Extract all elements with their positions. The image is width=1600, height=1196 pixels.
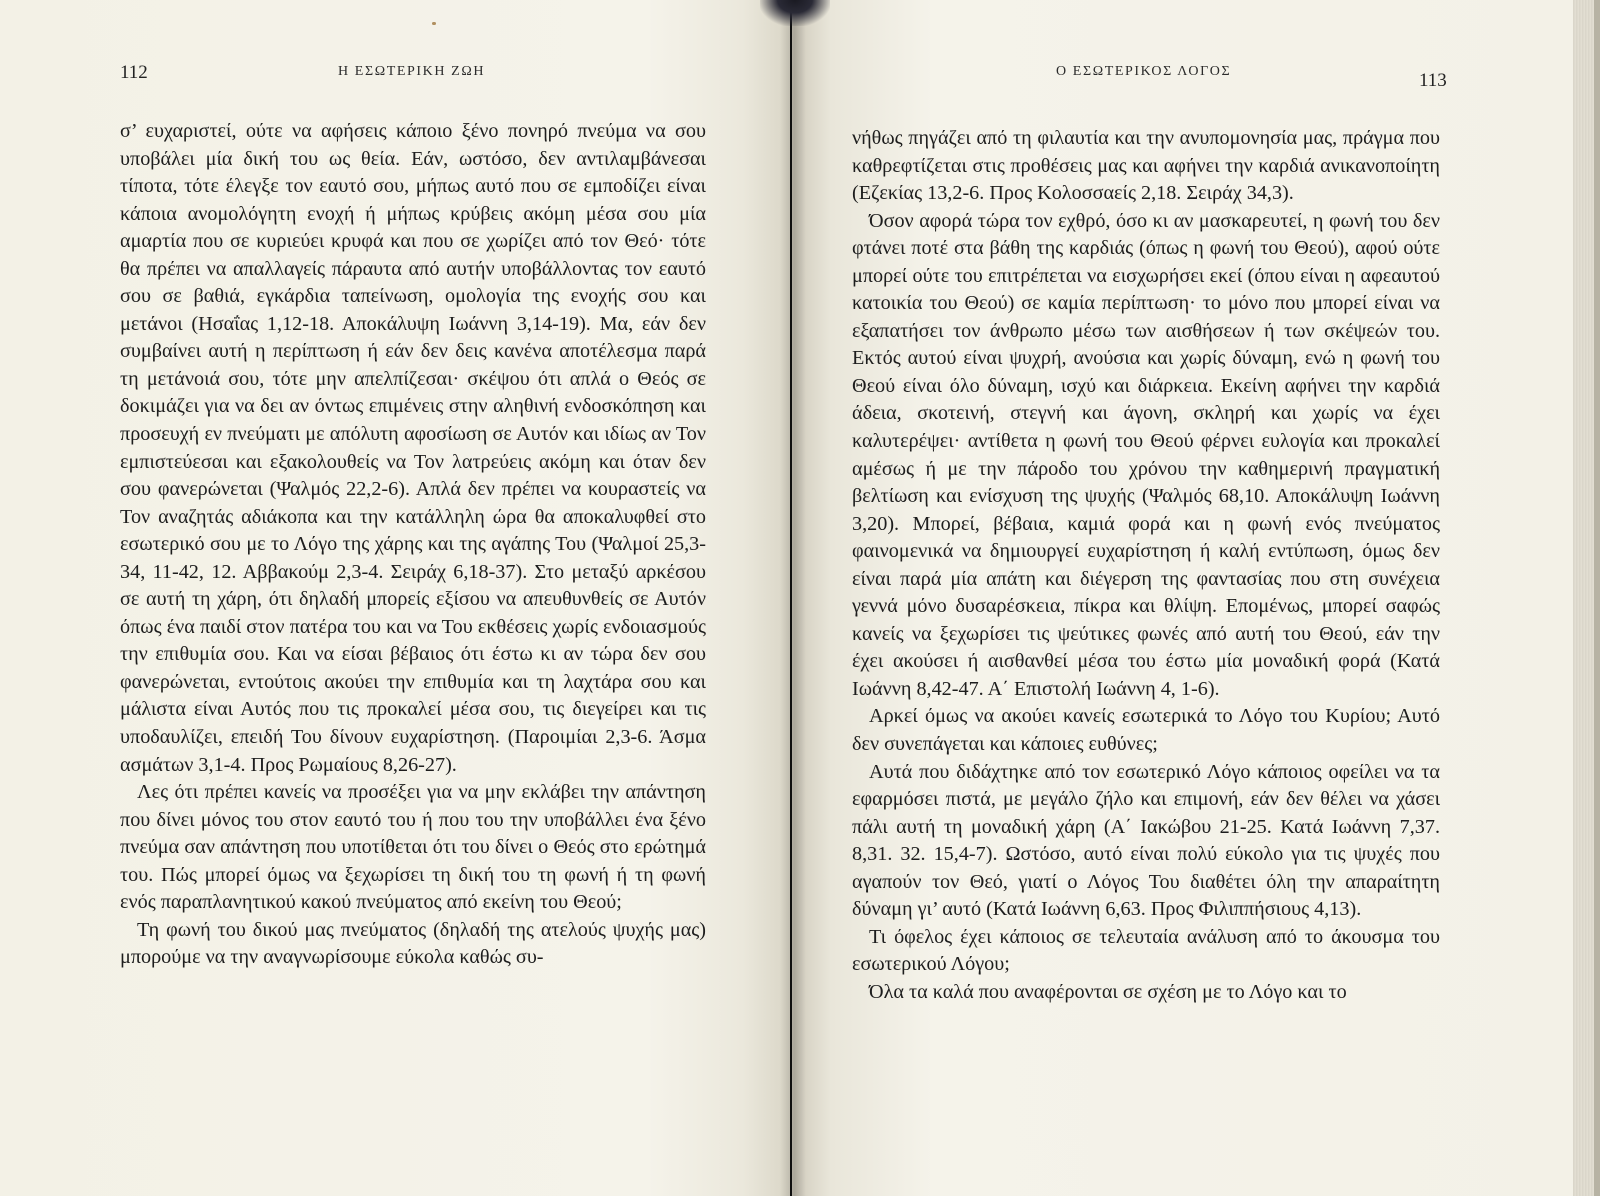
right-paragraph-4: Αυτά που διδάχτηκε από τον εσωτερικό Λόγο κάποιος οφείλει να τα εφαρμόσει πιστά, με μεγάλο ζήλο και επιμονή, εάν δεν θέλει να χάσει πάλι αυτή τη μοναδική χάρη (Α΄ Ιακώβου 21-25. Κατά Ιωάννη 7,37. 8,31. 32. 15,4-7). Ωστόσο, αυτό είναι πολύ εύκολο για τις ψυχές που αγαπούν τον Θεό, γιατί ο Λόγος Του διαθέτει όλη την απαραίτητη δύναμη γι’ αυτό (Κατά Ιωάννη 6,63. Προς Φιλιππήσιους 4,13). <box>852 760 1440 921</box>
right-paragraph-5: Τι όφελος έχει κάποιος σε τελευταία ανάλυση από το άκουσμα του εσωτερικού Λόγου; <box>852 925 1440 976</box>
right-page-number: 113 <box>1419 70 1447 91</box>
right-page <box>792 0 1573 1196</box>
spine-top-shadow <box>760 0 830 26</box>
ink-speck <box>432 22 436 25</box>
left-page <box>0 0 790 1196</box>
left-paragraph-1: σ’ ευχαριστεί, ούτε να αφήσεις κάποιο ξένο πονηρό πνεύμα να σου υποβάλει μία δική του ως θεία. Εάν, ωστόσο, δεν αντιλαμβάνεσαι τίποτα, τότε έλεγξε τον εαυτό σου, μήπως αυτό που σε εμποδίζει είναι κάποια ανομολόγητη ενοχή ή μήπως κρύβεις ακόμη μέσα σου μία αμαρτία που σε κυριεύει κρυφά και που σε χωρίζει από τον Θεό· τότε θα πρέπει να απαλλαγείς πάραυτα από αυτήν υποβάλλοντας τον εαυτό σου σε βαθιά, εγκάρδια ταπείνωση, ομολογία της ενοχής σου και μετάνοι (Ησαΐας 1,12-18. Αποκάλυψη Ιωάννη 3,14-19). Μα, εάν δεν συμβαίνει αυτή η περίπτωση ή εάν δεν δεις κανένα αποτέλεσμα παρά τη μετάνοιά σου, τότε μην απελπίζεσαι· σκέψου ότι απλά ο Θεός σε δοκιμάζει για να δει αν όντως επιμένεις στην αληθινή ενδοσκόπηση και προσευχή εν πνεύματι με απόλυτη αφοσίωση σε Αυτόν και ιδίως αν Τον εμπιστεύεσαι και εξακολουθείς να Τον λατρεύεις ακόμη και όταν δεν σου φανερώνεται (Ψαλμός 22,2-6). Απλά δεν πρέπει να κουραστείς να Τον αναζητάς αδιάκοπα και την κατάλληλη ώρα θα αποκαλυφθεί στο εσωτερικό σου με το Λόγο της χάρης και της αγάπης Του (Ψαλμοί 25,3-34, 11-42, 12. Αββακούμ 2,3-4. Σειράχ 6,18-37). Στο μεταξύ αρκέσου σε αυτή τη χάρη, ότι δηλαδή μπορείς εξίσου να απευθυνθείς σε Αυτόν όπως ένα παιδί στον πατέρα του και να Του εκθέσεις χωρίς ενδοιασμούς την επιθυμία σου. Και να είσαι βέβαιος ότι έστω κι αν τώρα δεν σου φανερώνεται, εντούτοις ακούει την επιθυμία και τη λαχτάρα σου και μάλιστα είναι Αυτός που τις προκαλεί μέσα σου, τις διεγείρει και τις υποδαυλίζει, επειδή Του δίνουν ευχαρίστηση. (Παροιμίαι 2,3-6. Άσμα ασμάτων 3,1-4. Προς Ρωμαίους 8,26-27). <box>120 120 706 776</box>
left-running-head: Η ΕΣΩΤΕΡΙΚΗ ΖΩΗ <box>338 64 486 79</box>
right-paragraph-6: Όλα τα καλά που αναφέρονται σε σχέση με το Λόγο και το <box>869 980 1347 1003</box>
right-body-text <box>852 125 1440 1007</box>
left-paragraph-3: Τη φωνή του δικού μας πνεύματος (δηλαδή της ατελούς ψυχής μας) μπορούμε να την αναγνωρίσουμε εύκολα καθώς συ- <box>120 918 706 969</box>
right-running-head: Ο ΕΣΩΤΕΡΙΚΟΣ ΛΟΓΟΣ <box>1056 64 1232 79</box>
left-paragraph-2: Λες ότι πρέπει κανείς να προσέξει για να μην εκλάβει την απάντηση που δίνει μόνος του στον εαυτό του ή που του την υποβάλλει ένα ξένο πνεύμα σαν απάντηση που υποτίθεται ότι του δίνει ο Θεός στο ερώτημά του. Πώς μπορεί όμως να ξεχωρίσει τη δική του τη φωνή ή τη φωνή ενός παραπλανητικού κακού πνεύματος από εκείνη του Θεού; <box>120 781 706 914</box>
left-page-number: 112 <box>120 62 148 83</box>
right-paragraph-2: Όσον αφορά τώρα τον εχθρό, όσο κι αν μασκαρευτεί, η φωνή του δεν φτάνει ποτέ στα βάθη της καρδιάς (όπως η φωνή του Θεού), αφού ούτε μπορεί ούτε του επιτρέπεται να εισχωρήσει εκεί (όπου είναι η αφεαυτού κατοικία του Θεού) σε καμία περίπτωση· το μόνο που μπορεί είναι να εξαπατήσει τον άνθρωπο μέσω των αισθήσεων ή των σκέψεών του. Εκτός αυτού είναι ψυχρή, ανούσια και χωρίς δύναμη, ενώ η φωνή του Θεού είναι όλο δύναμη, ισχύ και διάρκεια. Εκείνη αφήνει την καρδιά άδεια, σκοτεινή, στεγνή και άγονη, σκληρή και χωρίς να έχει καλυτερέψει· αντίθετα η φωνή του Θεού φέρνει ευλογία και προκαλεί αμέσως ή με την πάροδο του χρόνου την καθημερινή πραγματική βελτίωση και ενίσχυση της ψυχής (Ψαλμός 68,10. Αποκάλυψη Ιωάννη 3,20). Μπορεί, βέβαια, καμιά φορά και η φωνή ενός πνεύματος φαινομενικά να δημιουργεί ευχαρίστηση ή καλή εντύπωση, όμως δεν είναι παρά μία απάτη και διέγερση της φαντασίας που στη συνέχεια γεννά μόνο δυσαρέσκεια, πίκρα και θλίψη. Επομένως, μπορεί σαφώς κανείς να ξεχωρίσει τις ψεύτικες φωνές από αυτή του Θεού, εάν την έχει ακούσει ή αισθανθεί μέσα του έστω μία μοναδική φορά (Κατά Ιωάννη 8,42-47. Α΄ Επιστολή Ιωάννη 4, 1-6). <box>852 209 1440 700</box>
page-edges <box>1573 0 1600 1196</box>
left-body-text <box>120 118 706 972</box>
right-paragraph-3: Αρκεί όμως να ακούει κανείς εσωτερικά το Λόγο του Κυρίου; Αυτό δεν συνεπάγεται και κάποιες ευθύνες; <box>852 705 1440 756</box>
right-paragraph-1: νήθως πηγάζει από τη φιλαυτία και την ανυπομονησία μας, πράγμα που καθρεφτίζεται στις προθέσεις μας και αφήνει την καρδιά ανικανοποίητη (Εζεκίας 13,2-6. Προς Κολοσσαείς 2,18. Σειράχ 34,3). <box>852 127 1440 205</box>
